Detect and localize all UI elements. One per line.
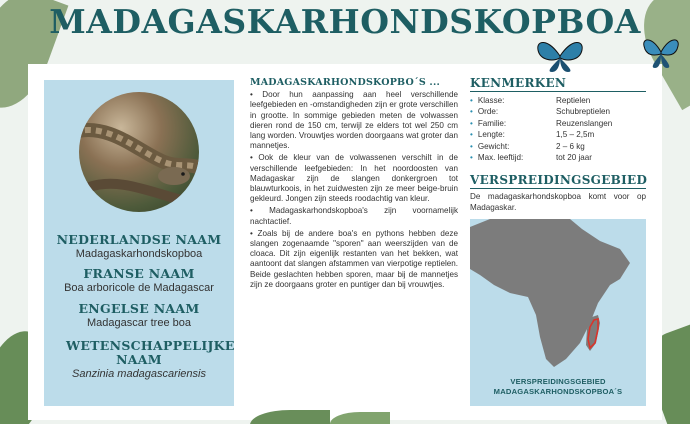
scientific-name-block: [44, 339, 234, 381]
page-title: MADAGASKARHONDSKOPBOA: [49, 2, 641, 41]
facts-paragraph: • Ook de kleur van de volwassenen verschilt in de verschillende leefgebieden: In het noordoosten van Madagaskar zijn de slangen donkergroen tot blauwturkoois, in het zuidwesten zijn ze meer beige-bruin gekleurd. Jongen zijn steeds roodachtig van kleur.: [250, 153, 458, 204]
kenmerk-row: [470, 95, 646, 106]
dutch-name-block: [44, 233, 234, 261]
distribution-map: [470, 219, 646, 406]
french-name-block: [44, 267, 234, 295]
french-name-value: Boa arboricole de Madagascar: [64, 282, 214, 294]
distribution-heading: VERSPREIDINGSGEBIED: [470, 173, 648, 188]
kenmerk-key: • Klasse:: [470, 95, 556, 106]
kenmerk-key: • Gewicht:: [470, 141, 556, 152]
map-caption-line2: MADAGASKARHONDSKOPBOA´S: [493, 387, 623, 396]
english-name-heading: ENGELSE NAAM: [78, 301, 200, 316]
map-caption: [470, 377, 646, 397]
french-name-heading: FRANSE NAAM: [83, 266, 195, 281]
kenmerk-row: [470, 106, 646, 117]
scientific-name-value: Sanzinia madagascariensis: [72, 368, 206, 380]
kenmerk-value: 2 – 6 kg: [556, 141, 585, 151]
kenmerk-row: [470, 152, 646, 163]
kenmerk-key: • Max. leeftijd:: [470, 152, 556, 163]
kenmerk-key: • Orde:: [470, 106, 556, 117]
kenmerk-key: • Lengte:: [470, 129, 556, 140]
dutch-name-heading: NEDERLANDSE NAAM: [56, 232, 222, 247]
dutch-name-value: Madagaskarhondskopboa: [75, 248, 203, 260]
kenmerk-value: Reptielen: [556, 96, 591, 105]
english-name-value: Madagascar tree boa: [87, 317, 191, 329]
butterfly-icon: [640, 34, 682, 70]
english-name-block: [44, 302, 234, 330]
distribution-text: De madagaskarhondskopboa komt voor op Madagaskar.: [470, 192, 646, 212]
butterfly-icon: [534, 36, 586, 74]
kenmerk-key: • Familie:: [470, 118, 556, 129]
kenmerken-column: [470, 76, 646, 213]
kenmerk-value: tot 20 jaar: [556, 153, 592, 163]
kenmerk-value: Reuzenslangen: [556, 118, 613, 128]
facts-paragraph: • Madagaskarhondskopboa's zijn voornamelijk nachtactief.: [250, 206, 458, 226]
facts-heading: MADAGASKARHONDSKOPBO´S ...: [250, 77, 440, 88]
facts-paragraph: • Door hun aanpassing aan heel verschillende leefgebieden en -omstandigheden zijn er grote verschillen in grootte. In sommige gebieden meten de volwassen dieren rond de 150 cm, terwijl ze elders tot wel 250 cm lang worden. Vrouwtjes worden doorgaans wat groter dan mannetjes.: [250, 90, 458, 151]
scientific-name-heading: WETENSCHAPPELIJKE NAAM: [66, 338, 235, 367]
snake-photo: [79, 92, 199, 212]
kenmerken-heading: KENMERKEN: [470, 76, 646, 92]
kenmerk-value: Schubreptielen: [556, 107, 610, 117]
kenmerk-row: [470, 118, 646, 129]
map-caption-line1: VERSPREIDINGSGEBIED: [510, 377, 606, 386]
kenmerk-value: 1,5 – 2,5m: [556, 130, 595, 140]
facts-column: [250, 78, 458, 292]
kenmerk-row: [470, 129, 646, 140]
kenmerk-row: [470, 141, 646, 152]
facts-paragraph: • Zoals bij de andere boa's en pythons hebben deze slangen zogenaamde "sporen" aan weerszijden van de cloaca. Dit zijn eigenlijk restanten van het bekken, wat aantoont dat slangen afstammen van vierpotige reptielen. Beide geslachten hebben sporen, maar bij de mannetjes zijn ze doorgaans groter en puntiger dan bij vrouwtjes.: [250, 228, 458, 289]
